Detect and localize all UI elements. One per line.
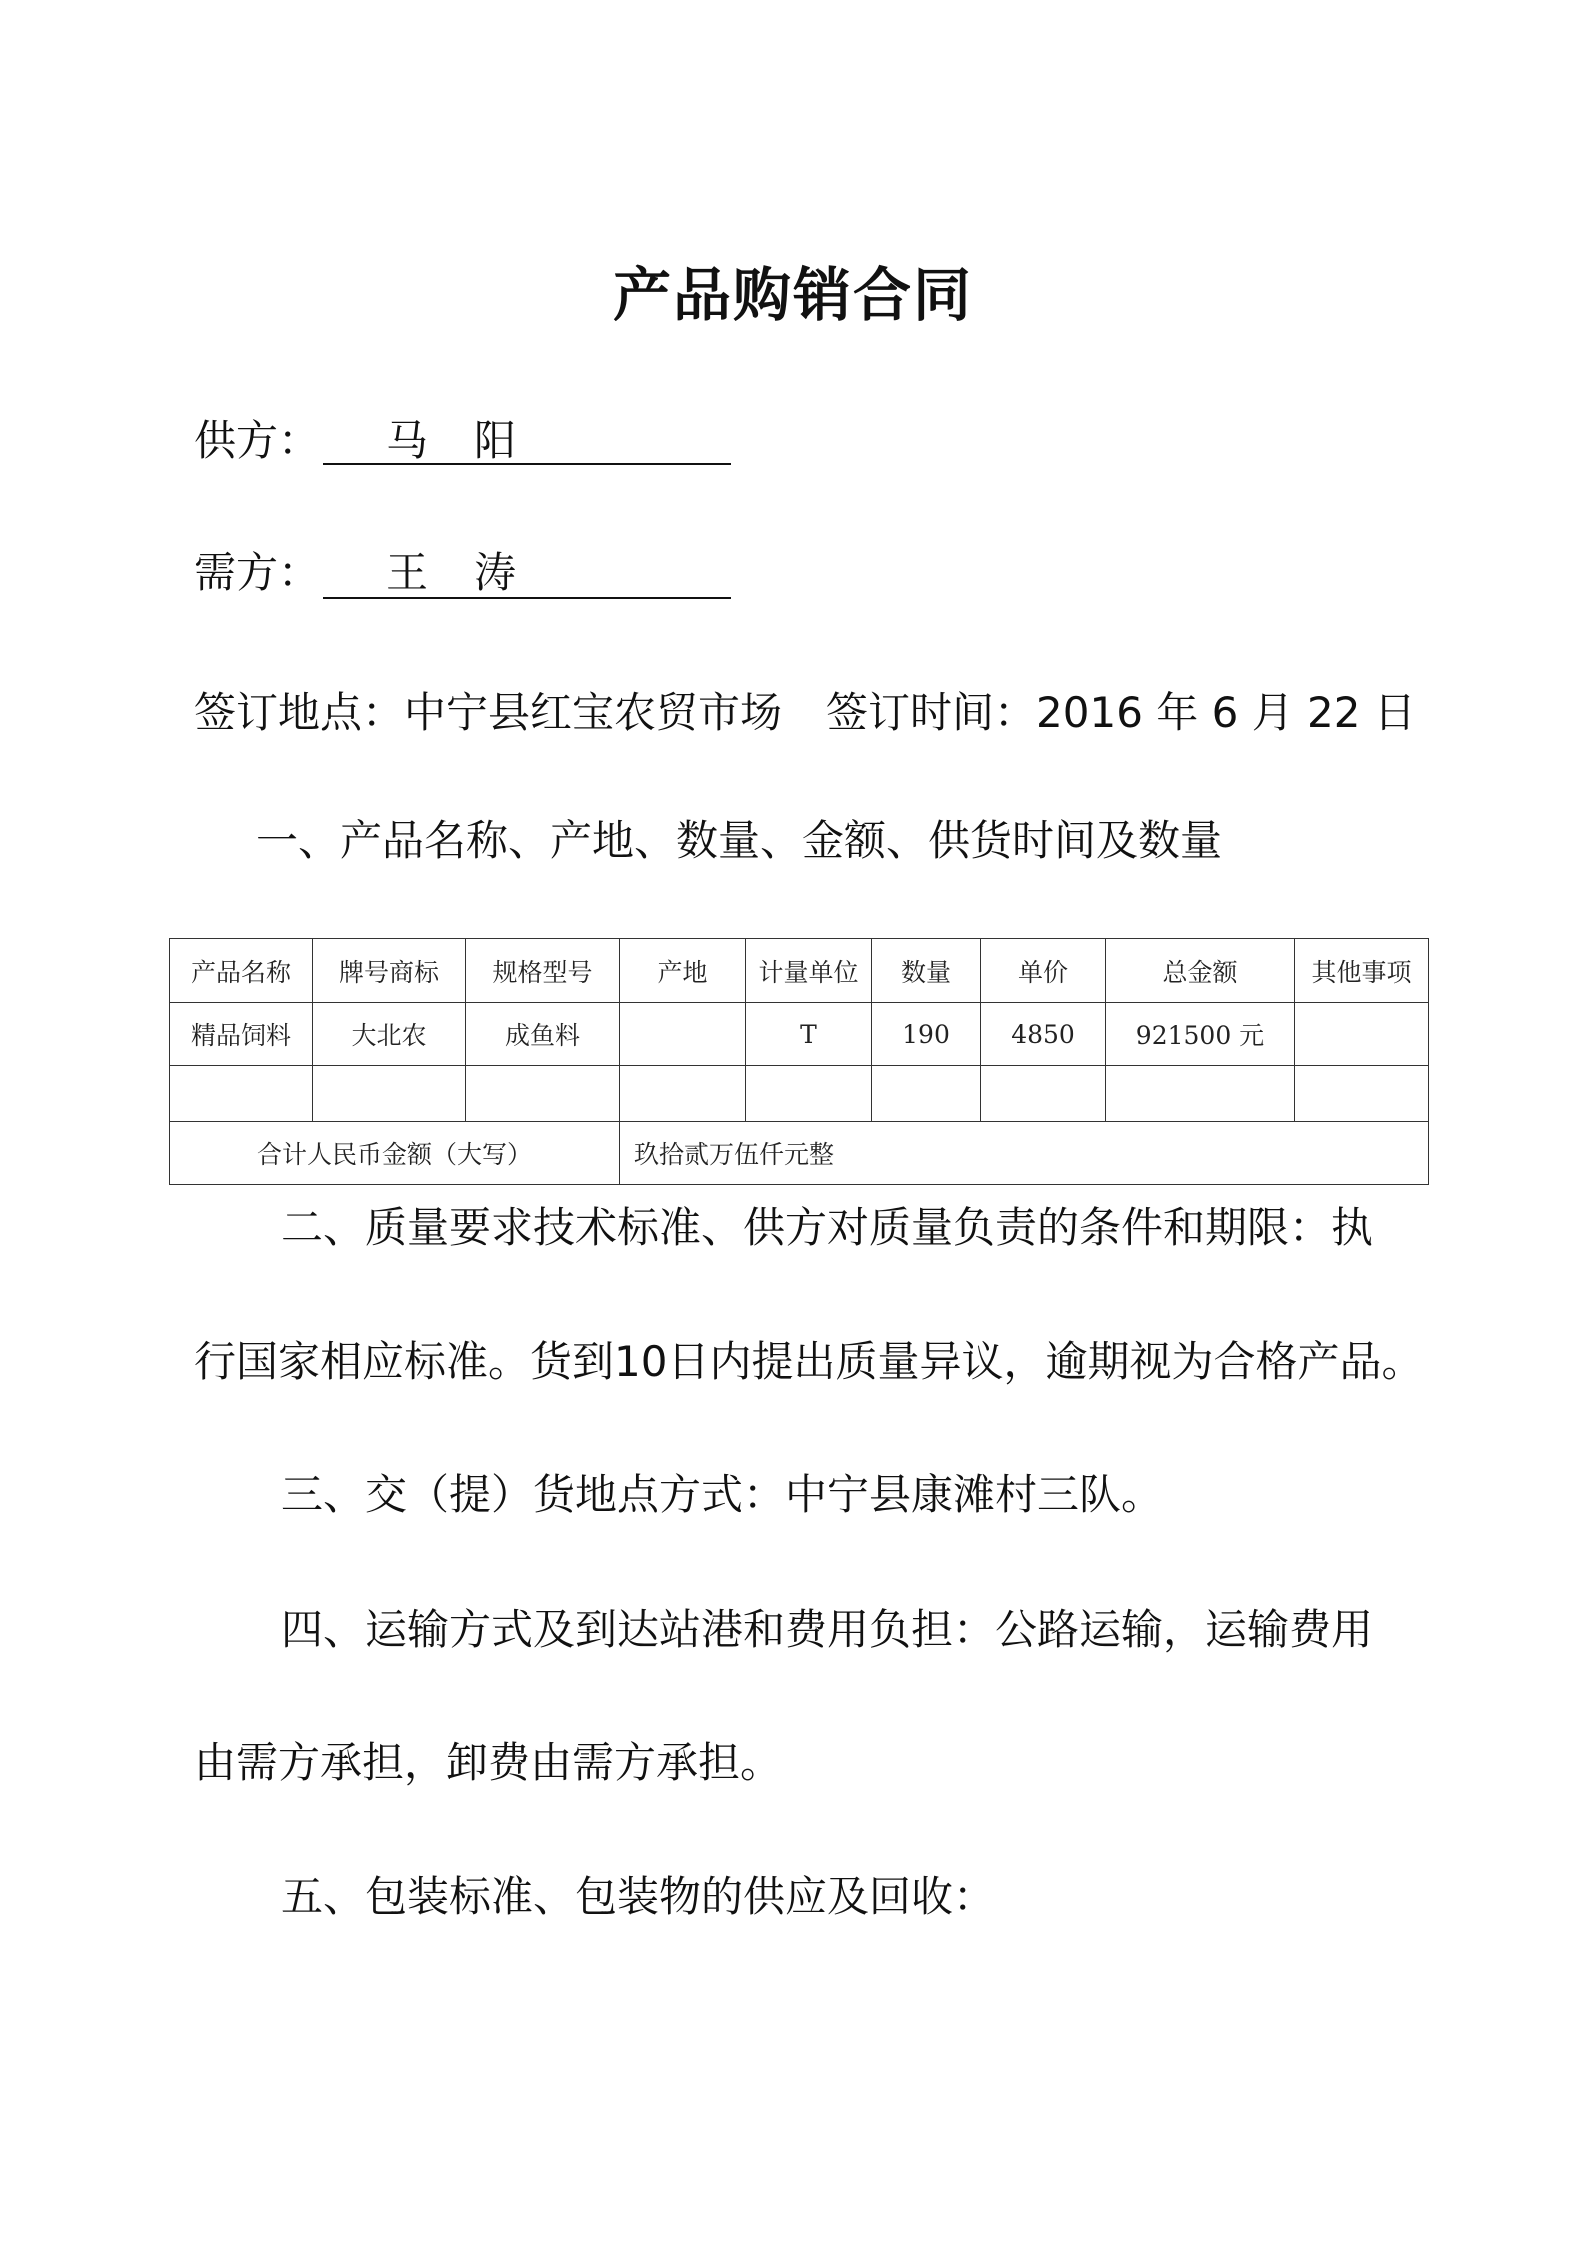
- table-row: [170, 1066, 1429, 1122]
- supplier-label: 供方：: [194, 416, 321, 465]
- section-2-line-2: 行国家相应标准。货到10日内提出质量异议，逾期视为合格产品。: [194, 1337, 1424, 1386]
- table-cell: [313, 1066, 466, 1122]
- table-header-cell: 规格型号: [466, 939, 620, 1003]
- contract-title: 产品购销合同: [612, 261, 973, 329]
- signing-time-label: 签订时间：: [826, 688, 1037, 737]
- table-cell: 成鱼料: [466, 1003, 620, 1066]
- section-4-line-1: 四、运输方式及到达站港和费用负担：公路运输，运输费用: [281, 1605, 1374, 1654]
- table-cell: 190: [872, 1003, 981, 1066]
- table-cell: [746, 1066, 872, 1122]
- buyer-underline: [323, 597, 731, 599]
- table-header-cell: 其他事项: [1295, 939, 1429, 1003]
- supplier-name: 马阳: [386, 416, 563, 465]
- section-1-heading: 一、产品名称、产地、数量、金额、供货时间及数量: [256, 816, 1223, 865]
- table-cell: [981, 1066, 1106, 1122]
- total-amount-words: 玖拾贰万伍仟元整: [620, 1122, 1429, 1185]
- table-cell: 921500 元: [1106, 1003, 1295, 1066]
- signing-line: [194, 680, 1416, 740]
- table-header-cell: 单价: [981, 939, 1106, 1003]
- table-header-cell: 数量: [872, 939, 981, 1003]
- section-5: 五、包装标准、包装物的供应及回收：: [281, 1872, 996, 1921]
- table-header-cell: 产地: [620, 939, 746, 1003]
- table-cell: 大北农: [313, 1003, 466, 1066]
- total-label: 合计人民币金额（大写）: [170, 1122, 620, 1185]
- supplier-underline: [323, 463, 731, 465]
- table-cell: [620, 1003, 746, 1066]
- table-cell: 4850: [981, 1003, 1106, 1066]
- table-cell: [620, 1066, 746, 1122]
- signing-place-label: 签订地点：: [194, 688, 405, 737]
- goods-table: [169, 938, 1429, 1185]
- buyer-label: 需方：: [194, 548, 321, 597]
- table-row: [170, 1003, 1429, 1066]
- table-cell: [1106, 1066, 1295, 1122]
- table-cell: 精品饲料: [170, 1003, 313, 1066]
- table-cell: [1295, 1003, 1429, 1066]
- table-header-cell: 总金额: [1106, 939, 1295, 1003]
- table-cell: [170, 1066, 313, 1122]
- section-4-line-2: 由需方承担，卸费由需方承担。: [194, 1738, 783, 1787]
- section-3: 三、交（提）货地点方式：中宁县康滩村三队。: [281, 1470, 1164, 1519]
- buyer-name: 王涛: [386, 548, 563, 597]
- table-header-cell: 计量单位: [746, 939, 872, 1003]
- table-header-row: [170, 939, 1429, 1003]
- section-2-line-1: 二、质量要求技术标准、供方对质量负责的条件和期限：执: [281, 1203, 1374, 1252]
- table-cell: T: [746, 1003, 872, 1066]
- signing-place: 中宁县红宝农贸市场: [404, 688, 783, 737]
- signing-time: 2016 年 6 月 22 日: [1036, 688, 1416, 737]
- table-total-row: [170, 1122, 1429, 1185]
- table-header-cell: 牌号商标: [313, 939, 466, 1003]
- table-header-cell: 产品名称: [170, 939, 313, 1003]
- table-cell: [1295, 1066, 1429, 1122]
- table-cell: [872, 1066, 981, 1122]
- table-cell: [466, 1066, 620, 1122]
